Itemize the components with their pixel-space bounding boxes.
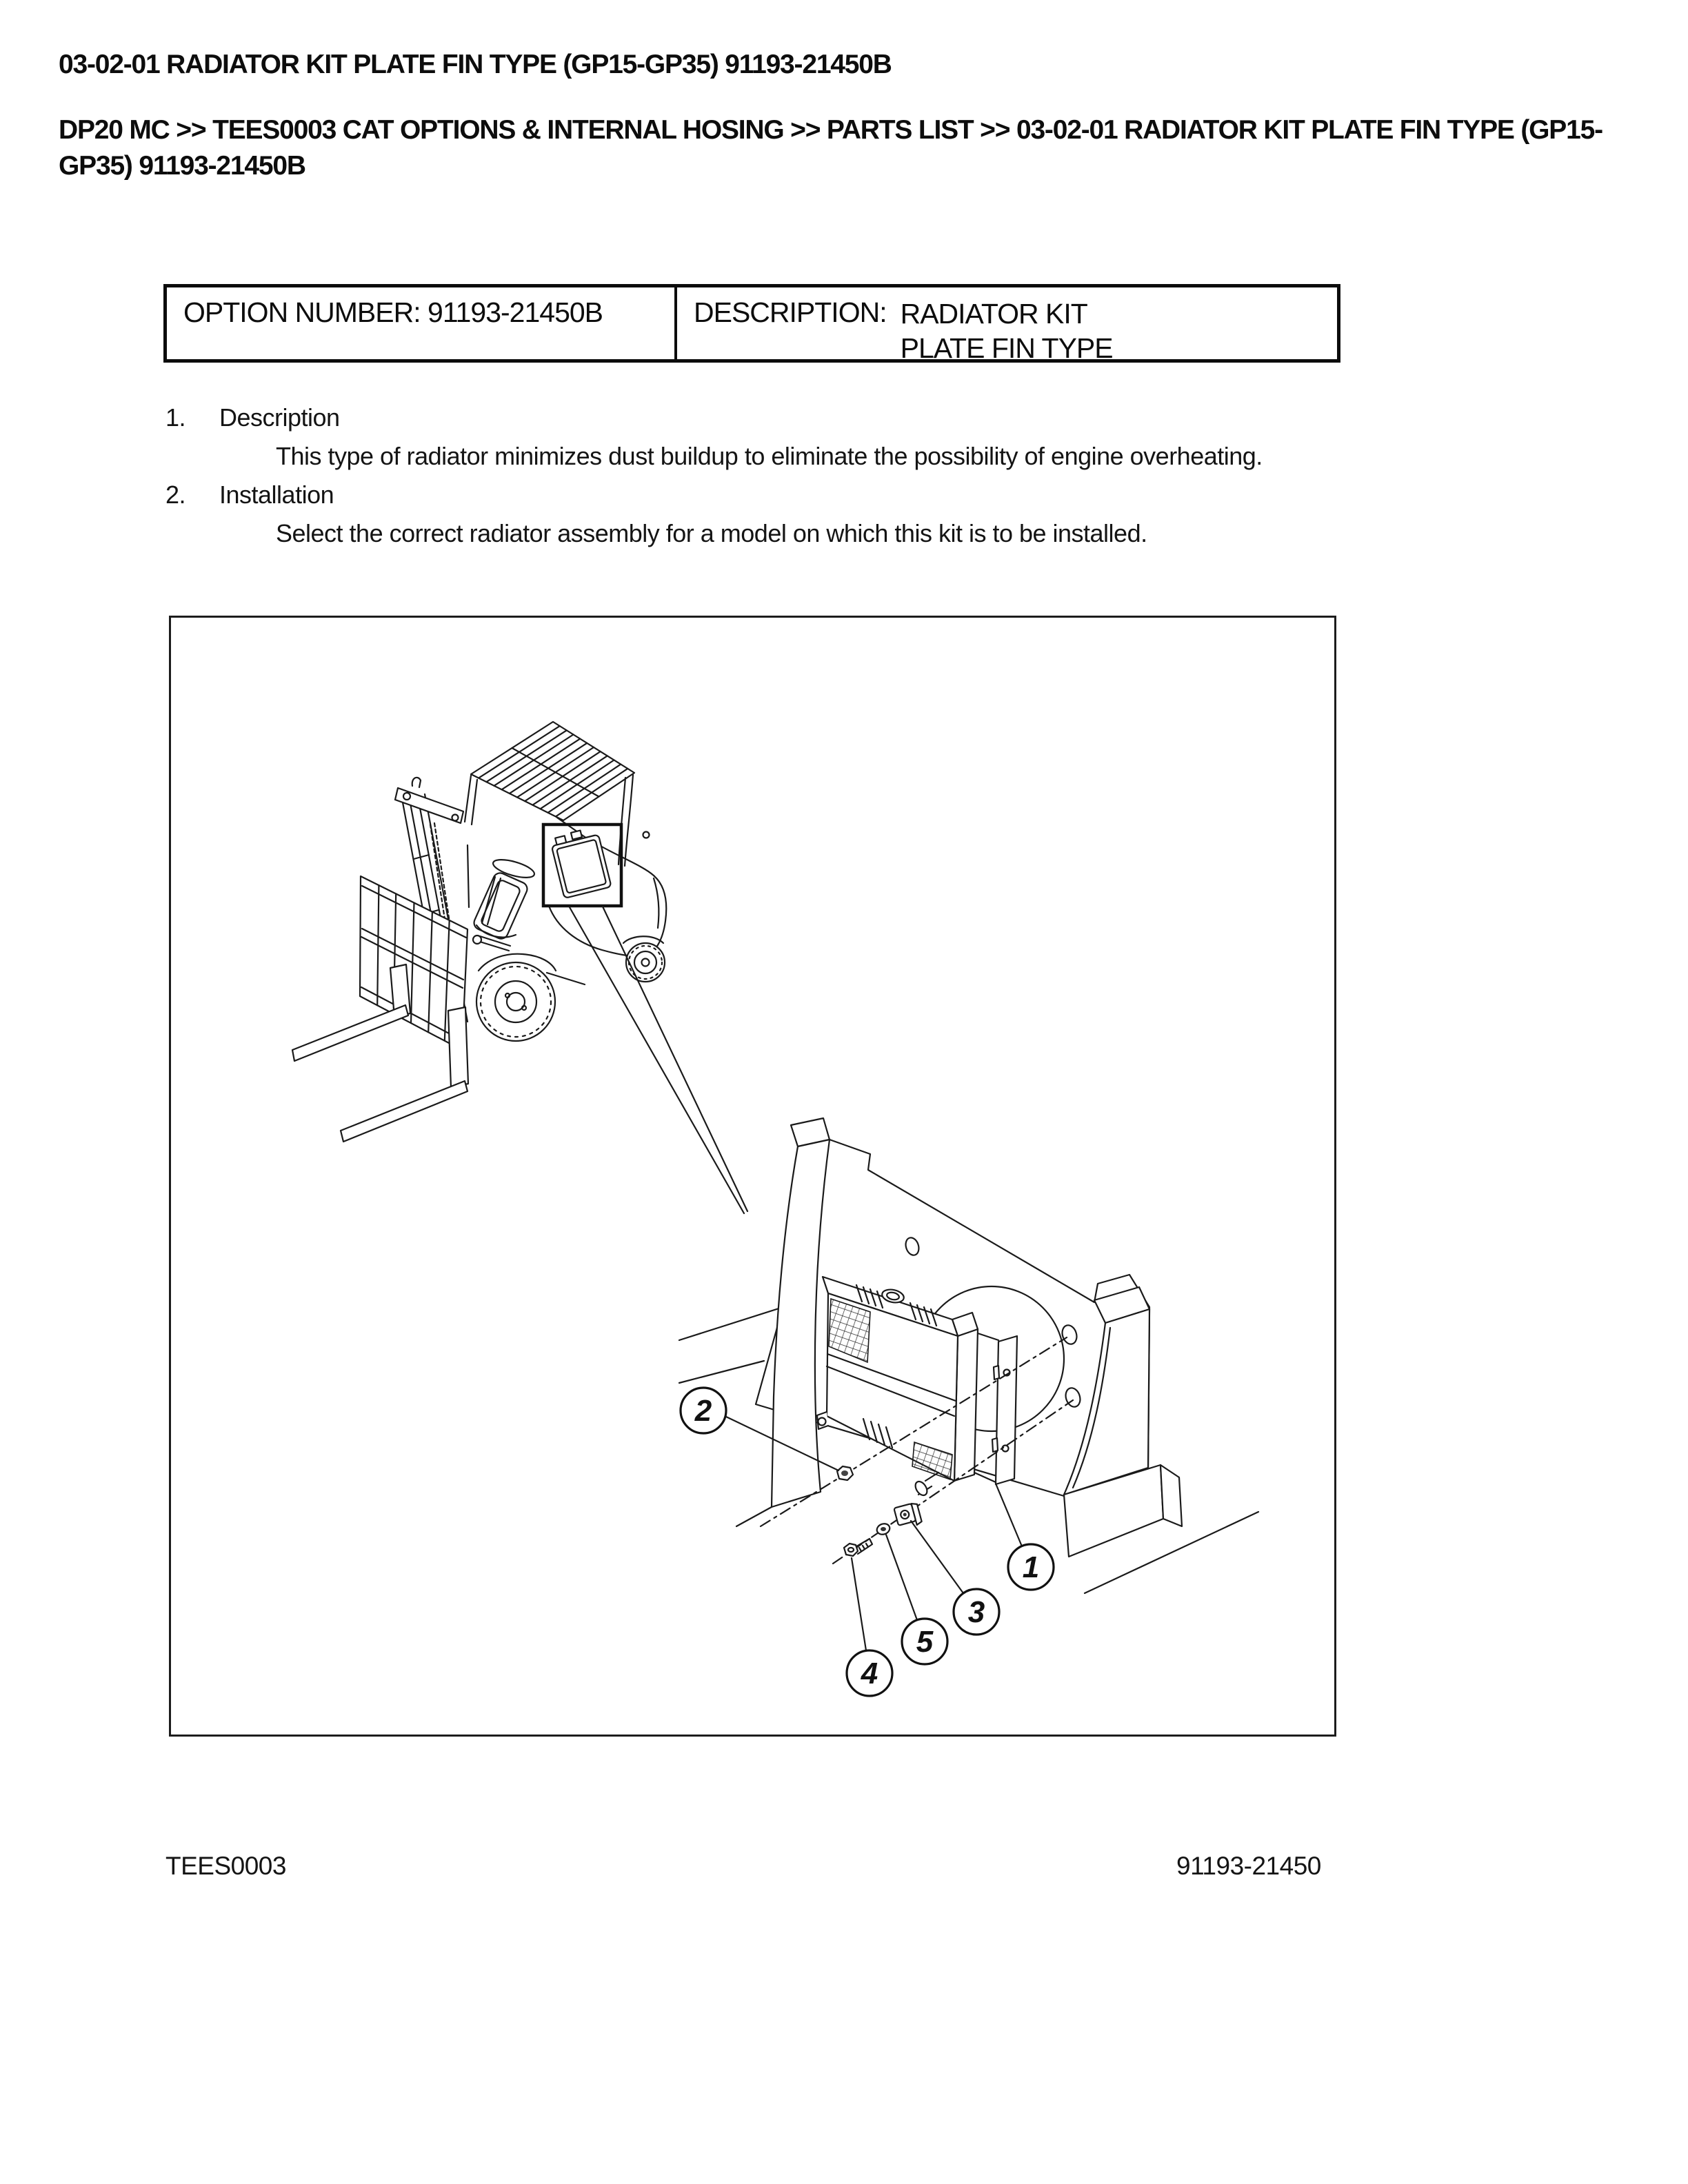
- list-heading: Description: [219, 403, 340, 432]
- bracket-hole: [818, 1418, 826, 1426]
- footer-document-code: TEES0003: [165, 1852, 286, 1880]
- mounting-plate: [996, 1336, 1017, 1484]
- callout-5-label: 5: [916, 1625, 934, 1659]
- square-nut-part3: [894, 1502, 922, 1530]
- description-value: [900, 296, 1113, 364]
- rear-pillar-hole: [643, 832, 650, 838]
- front-roof-post: [465, 776, 477, 825]
- list-item-installation-body: Select the correct radiator assembly for a model on which this kit is to be installed.: [276, 519, 1147, 547]
- radiator-mini-sketch: [550, 827, 612, 898]
- instructions-list: [165, 403, 1531, 569]
- option-number-value: 91193-21450B: [428, 296, 603, 328]
- drain-plug-part2: [837, 1466, 853, 1480]
- base-slab-side: [1160, 1465, 1182, 1526]
- page-title: 03-02-01 RADIATOR KIT PLATE FIN TYPE (GP15-GP35) 91193-21450B: [59, 50, 892, 79]
- option-number-cell: [167, 287, 677, 359]
- callout-4: [847, 1558, 892, 1696]
- chain-anchor: [412, 778, 421, 787]
- description-label: DESCRIPTION:: [694, 296, 887, 328]
- description-line2: PLATE FIN TYPE: [900, 332, 1113, 364]
- washer-part5: [876, 1522, 892, 1537]
- description-line1: RADIATOR KIT: [900, 298, 1087, 330]
- breadcrumb: DP20 MC >> TEES0003 CAT OPTIONS & INTERNAL HOSING >> PARTS LIST >> 03-02-01 RADIATOR KIT PLATE FIN TYPE (GP15-GP35) 91193-21450B: [59, 115, 1602, 181]
- callout-1: [996, 1484, 1054, 1590]
- list-number: 1.: [165, 403, 186, 432]
- list-number: 2.: [165, 481, 186, 509]
- list-heading: Installation: [219, 481, 334, 509]
- footer-part-number: 91193-21450: [1176, 1852, 1321, 1880]
- callout-2-label: 2: [694, 1394, 712, 1428]
- callout-3: [911, 1521, 999, 1635]
- parts-diagram: [171, 618, 1334, 1735]
- list-item-description: [165, 403, 340, 432]
- fork-blade: [341, 1081, 468, 1142]
- fork-blade: [292, 1005, 408, 1061]
- front-wheel: [476, 954, 556, 1041]
- bolt-part4: [844, 1539, 872, 1556]
- callout-4-label: 4: [861, 1657, 878, 1690]
- list-item-installation: [165, 481, 334, 509]
- rear-fender: [623, 936, 663, 943]
- callout-3-label: 3: [967, 1595, 985, 1629]
- hood-lower-edge: [549, 906, 644, 957]
- forklift-illustration: [292, 722, 747, 1213]
- callout-5: [886, 1535, 947, 1664]
- description-cell: [677, 287, 1337, 364]
- fork-shank: [448, 1007, 468, 1087]
- callout-1-label: 1: [1022, 1550, 1040, 1584]
- option-number-label: OPTION NUMBER:: [183, 296, 421, 328]
- option-table: [163, 284, 1340, 363]
- parts-figure: [169, 616, 1336, 1737]
- list-item-description-body: This type of radiator minimizes dust buildup to eliminate the possibility of engine overheating.: [276, 442, 1263, 470]
- body-crease: [654, 878, 659, 928]
